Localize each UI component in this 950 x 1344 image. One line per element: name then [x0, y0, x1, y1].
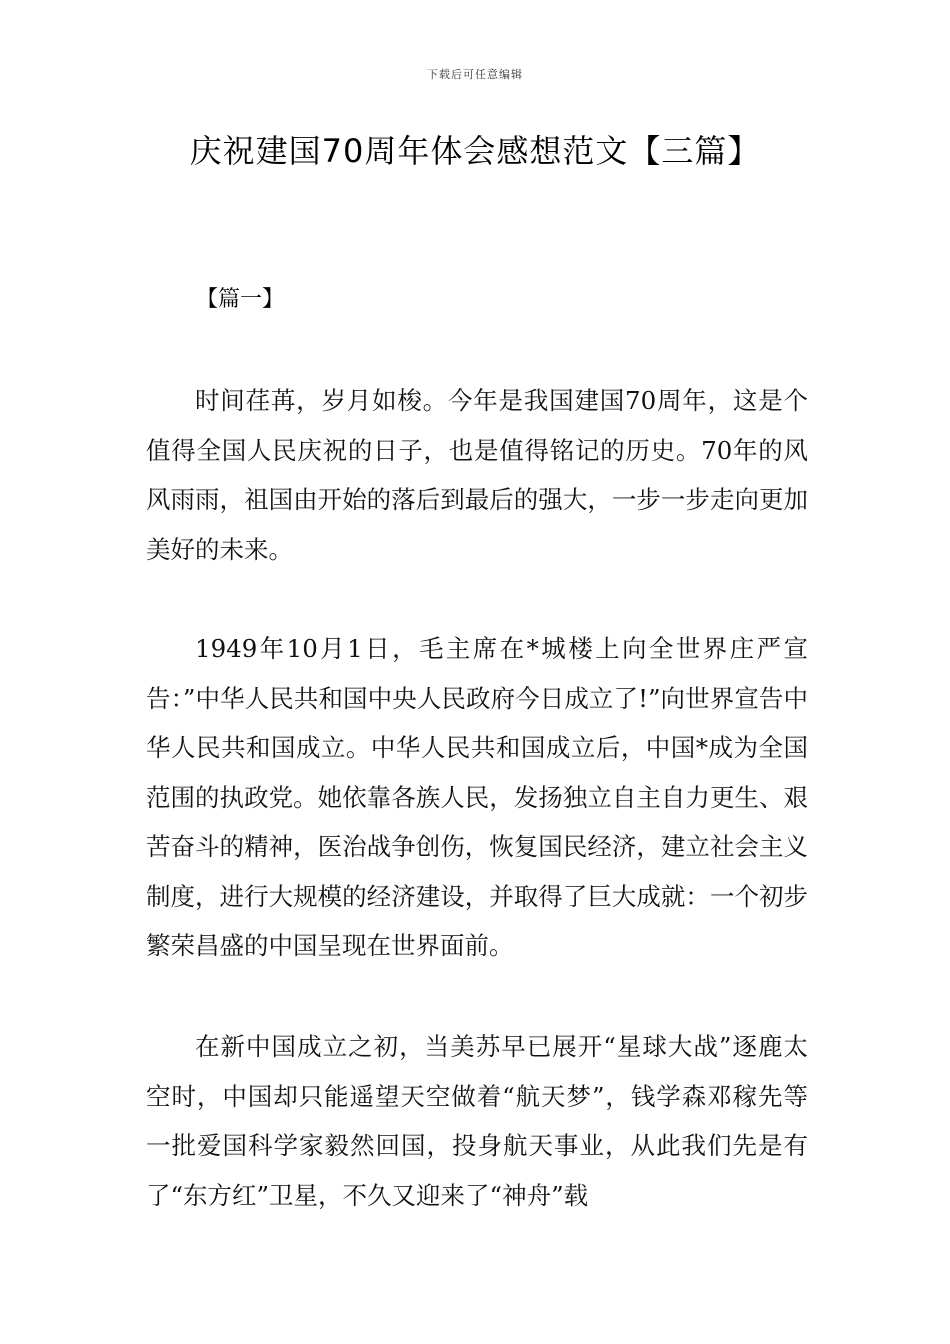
document-title: 庆祝建国70周年体会感想范文【三篇】 [189, 132, 761, 170]
paragraph-3: 在新中国成立之初，当美苏早已展开“星球大战”逐鹿太空时，中国却只能遥望天空做着“航天梦”，钱学森邓稼先等一批爱国科学家毅然回国，投身航天事业，从此我们先是有了“东方红”卫星，不久又迎来了“神舟”载 [146, 1032, 808, 1210]
paragraph-2: 1949年10月1日，毛主席在*城楼上向全世界庄严宣告：”中华人民共和国中央人民政府今日成立了!”向世界宣告中华人民共和国成立。中华人民共和国成立后，中国*成为全国范围的执政党。她依靠各族人民，发扬独立自主自力更生、艰苦奋斗的精神，医治战争创伤，恢复国民经济，建立社会主义制度，进行大规模的经济建设，并取得了巨大成就：一个初步繁荣昌盛的中国呈现在世界面前。 [146, 634, 808, 960]
header-note: 下载后可任意编辑 [427, 68, 523, 81]
paragraph-1: 时间荏苒，岁月如梭。今年是我国建国70周年，这是个值得全国人民庆祝的日子，也是值得铭记的历史。70年的风风雨雨，祖国由开始的落后到最后的强大，一步一步走向更加美好的未来。 [146, 386, 808, 564]
section-label: 【篇一】 [196, 287, 285, 312]
